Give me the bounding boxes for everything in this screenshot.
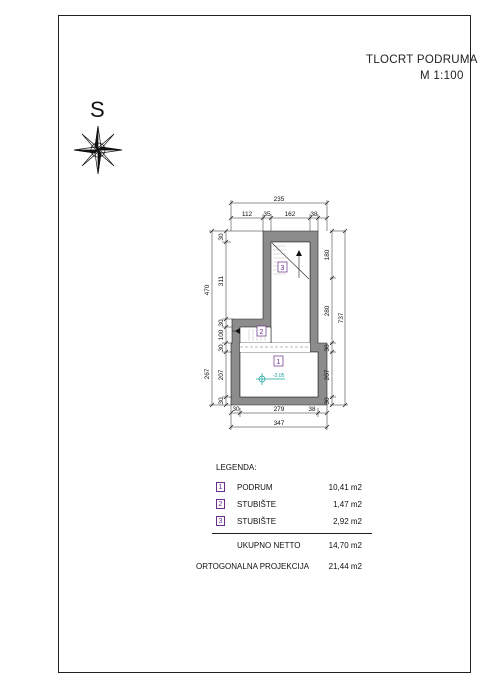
dim-bottom-2: 279 xyxy=(273,406,285,413)
legend-area-2: 1,47 m2 xyxy=(333,500,362,509)
dim-left-7: 207 xyxy=(218,369,225,381)
legend-area-3: 2,92 m2 xyxy=(333,517,362,526)
total-label: UKUPNO NETTO xyxy=(237,541,301,550)
compass-rose-icon xyxy=(72,124,124,176)
compass-letter: S xyxy=(90,97,105,122)
level-mark-text: -2,05 xyxy=(273,373,285,379)
legend-num-1: 1 xyxy=(216,482,225,492)
legend-name-1: PODRUM xyxy=(237,483,273,492)
dim-top-4: 38 xyxy=(310,211,318,218)
dim-top-3: 162 xyxy=(284,211,296,218)
dim-left-6: 267 xyxy=(204,368,211,380)
legend-name-2: STUBIŠTE xyxy=(237,500,277,509)
dim-left-3: 30 xyxy=(218,319,225,327)
floor-plan xyxy=(195,190,355,430)
projection-label: ORTOGONALNA PROJEKCIJA xyxy=(196,562,310,571)
dim-right-outer: 737 xyxy=(338,312,345,324)
dim-right-2: 280 xyxy=(324,305,331,317)
legend-divider xyxy=(212,533,372,534)
dim-left-5: 30 xyxy=(218,344,225,352)
legend-num-2: 2 xyxy=(216,499,225,509)
dim-bottom-total: 347 xyxy=(273,420,285,427)
dim-top-1: 112 xyxy=(241,211,253,218)
room-3-label: 3 xyxy=(280,265,285,272)
dim-left-1: 30 xyxy=(218,233,225,241)
total-value: 14,70 m2 xyxy=(328,541,362,550)
dim-left-outer: 470 xyxy=(204,284,211,296)
dim-right-1: 180 xyxy=(324,249,331,261)
dim-bottom-3: 38 xyxy=(308,406,316,413)
dim-right-3: 207 xyxy=(324,369,331,381)
legend-title: LEGENDA: xyxy=(216,463,257,472)
dim-top-2: 35 xyxy=(263,211,271,218)
drawing-title: TLOCRT PODRUMA xyxy=(366,54,478,66)
projection-value: 21,44 m2 xyxy=(328,562,362,571)
dim-left-8: 30 xyxy=(218,397,225,405)
legend-area-1: 10,41 m2 xyxy=(328,483,362,492)
dim-top-total: 235 xyxy=(273,196,285,203)
dim-right-4: 30 xyxy=(324,344,331,352)
room-2-label: 2 xyxy=(259,329,264,336)
legend-num-3: 3 xyxy=(216,516,225,526)
legend-name-3: STUBIŠTE xyxy=(237,517,277,526)
dim-bottom-1: 30 xyxy=(232,406,240,413)
dim-right-5: 30 xyxy=(324,397,331,405)
drawing-scale: M 1:100 xyxy=(420,70,464,82)
room-1-label: 1 xyxy=(276,359,281,366)
dim-left-2: 311 xyxy=(218,275,225,287)
dim-left-4: 100 xyxy=(218,329,225,341)
